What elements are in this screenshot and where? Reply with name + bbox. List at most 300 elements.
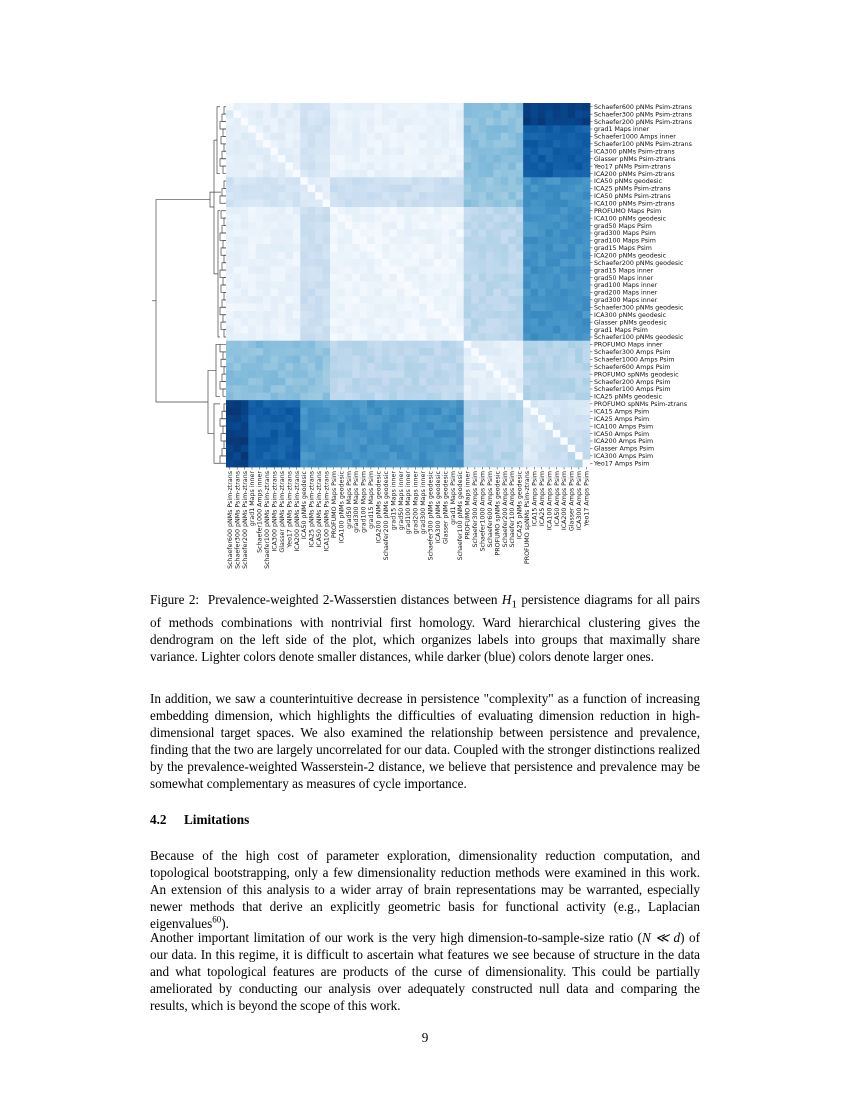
heatmap-cell [263,177,271,185]
heatmap-cell [560,430,568,438]
heatmap-cell [553,266,561,274]
heatmap-cell [375,400,383,408]
heatmap-cell [412,393,420,401]
heatmap-cell [278,393,286,401]
heatmap-cell [330,341,338,349]
heatmap-cell [575,229,583,237]
heatmap-cell [345,422,353,430]
heatmap-cell [508,110,516,118]
heatmap-cell [538,244,546,252]
heatmap-cell [375,118,383,126]
heatmap-cell [241,237,249,245]
heatmap-cell [412,311,420,319]
heatmap-cell [479,460,487,468]
heatmap-cell [226,311,234,319]
heatmap-cell [248,408,256,416]
dendrogram-link [224,144,226,151]
heatmap-cell [337,385,345,393]
heatmap-cell [479,452,487,460]
heatmap-cell [508,415,516,423]
heatmap-cell [256,408,264,416]
dendrogram-link [222,226,226,233]
heatmap-cell [330,311,338,319]
heatmap-cell [397,177,405,185]
heatmap-cell [360,348,368,356]
heatmap-cell [441,244,449,252]
heatmap-cell [501,356,509,364]
heatmap-cell [427,311,435,319]
heatmap-cell [538,393,546,401]
heatmap-cell [382,356,390,364]
heatmap-cell [545,370,553,378]
heatmap-cell [382,185,390,193]
heatmap-cell [568,318,576,326]
heatmap-cell [367,378,375,386]
heatmap-cell [531,415,539,423]
heatmap-cell [516,378,524,386]
heatmap-cell [382,296,390,304]
heatmap-cell [404,385,412,393]
heatmap-cell [345,408,353,416]
heatmap-cell [308,348,316,356]
col-label: PROFUMO Maps Psim [330,471,338,539]
heatmap-cell [375,125,383,133]
heatmap-cell [352,103,360,111]
heatmap-cell [382,422,390,430]
heatmap-cell [397,214,405,222]
heatmap-cell [293,244,301,252]
heatmap-cell [523,133,531,141]
heatmap-cell [568,162,576,170]
dendrogram-link [224,404,226,411]
heatmap-cell [315,140,323,148]
heatmap-cell [531,185,539,193]
heatmap-cell [545,229,553,237]
heatmap-cell [323,266,331,274]
heatmap-cell [241,200,249,208]
heatmap-cell [241,437,249,445]
heatmap-cell [233,437,241,445]
heatmap-cell [226,222,234,230]
heatmap-cell [583,110,591,118]
heatmap-cell [285,162,293,170]
heatmap-cell [516,422,524,430]
heatmap-cell [345,274,353,282]
heatmap-cell [360,229,368,237]
heatmap-cell [456,400,464,408]
heatmap-cell [375,214,383,222]
heatmap-cell [300,103,308,111]
heatmap-cell [278,408,286,416]
heatmap-cell [278,452,286,460]
heatmap-cell [516,274,524,282]
heatmap-cell [241,222,249,230]
heatmap-cell [315,400,323,408]
heatmap-cell [456,393,464,401]
heatmap-cell [575,170,583,178]
heatmap-cell [560,103,568,111]
heatmap-cell [441,185,449,193]
heatmap-cell [486,400,494,408]
heatmap-cell [285,385,293,393]
heatmap-cell [248,289,256,297]
heatmap-cell [456,341,464,349]
heatmap-cell [278,445,286,453]
heatmap-cell [375,422,383,430]
heatmap-cell [263,356,271,364]
heatmap-cell [456,162,464,170]
heatmap-cell [375,393,383,401]
heatmap-cell [501,370,509,378]
heatmap-cell [441,333,449,341]
heatmap-cell [434,422,442,430]
heatmap-cell [263,125,271,133]
heatmap-cell [397,118,405,126]
heatmap-cell [271,214,279,222]
dendrogram-link [220,419,226,426]
heatmap-cell [323,229,331,237]
heatmap-cell [278,222,286,230]
heatmap-cell [226,445,234,453]
heatmap-cell [352,177,360,185]
heatmap-cell [248,110,256,118]
heatmap-cell [256,333,264,341]
heatmap-cell [560,437,568,445]
heatmap-cell [397,378,405,386]
heatmap-cell [360,207,368,215]
heatmap-cell [583,200,591,208]
heatmap-cell [441,341,449,349]
heatmap-cell [337,422,345,430]
heatmap-cell [412,370,420,378]
heatmap-cell [531,177,539,185]
heatmap-cell [568,252,576,260]
heatmap-cell [285,266,293,274]
heatmap-cell [471,110,479,118]
heatmap-cell [226,103,234,111]
heatmap-cell [545,133,553,141]
heatmap-cell [367,148,375,156]
dendrogram-link [221,434,226,441]
heatmap-cell [501,296,509,304]
heatmap-cell [523,140,531,148]
heatmap-cell [434,378,442,386]
heatmap-cell [575,237,583,245]
heatmap-cell [367,110,375,118]
heatmap-cell [404,348,412,356]
heatmap-cell [508,185,516,193]
heatmap-cell [382,385,390,393]
heatmap-cell [315,274,323,282]
heatmap-cell [523,422,531,430]
heatmap-cell [226,200,234,208]
heatmap-cell [449,274,457,282]
heatmap-cell [397,318,405,326]
heatmap-cell [300,318,308,326]
heatmap-cell [449,452,457,460]
heatmap-cell [323,422,331,430]
heatmap-cell [271,207,279,215]
heatmap-cell [233,237,241,245]
heatmap-cell [337,274,345,282]
heatmap-cell [493,266,501,274]
heatmap-cell [545,333,553,341]
heatmap-cell [404,452,412,460]
heatmap-cell [471,259,479,267]
heatmap-cell [449,437,457,445]
heatmap-cell [441,281,449,289]
heatmap-cell [531,200,539,208]
heatmap-cell [427,289,435,297]
heatmap-cell [441,222,449,230]
heatmap-cell [575,162,583,170]
heatmap-cell [479,393,487,401]
heatmap-cell [360,274,368,282]
heatmap-cell [308,266,316,274]
row-label: grad1 Maps Psim [594,326,648,334]
heatmap-cell [226,259,234,267]
heatmap-cell [449,170,457,178]
heatmap-cell [285,155,293,163]
heatmap-cell [516,341,524,349]
heatmap-cell [278,140,286,148]
heatmap-cell [241,252,249,260]
heatmap-cell [486,214,494,222]
heatmap-cell [441,192,449,200]
heatmap-cell [315,333,323,341]
heatmap-cell [479,385,487,393]
heatmap-cell [545,110,553,118]
col-label: ICA25 Amps Psim [538,471,546,527]
heatmap-cell [538,125,546,133]
heatmap-cell [241,311,249,319]
heatmap-cell [412,348,420,356]
heatmap-cell [575,415,583,423]
heatmap-cell [501,222,509,230]
heatmap-cell [501,281,509,289]
heatmap-cell [479,170,487,178]
heatmap-cell [493,185,501,193]
heatmap-cell [523,400,531,408]
heatmap-cell [575,452,583,460]
heatmap-cell [241,192,249,200]
heatmap-cell [375,222,383,230]
heatmap-cell [293,318,301,326]
heatmap-cell [389,222,397,230]
heatmap-cell [464,155,472,163]
heatmap-cell [263,244,271,252]
heatmap-cell [449,378,457,386]
heatmap-cell [434,437,442,445]
heatmap-cell [389,326,397,334]
heatmap-cell [367,177,375,185]
heatmap-cell [523,452,531,460]
heatmap-cell [337,415,345,423]
heatmap-cell [486,266,494,274]
heatmap-cell [471,348,479,356]
heatmap-cell [308,326,316,334]
heatmap-cell [300,430,308,438]
heatmap-cell [583,207,591,215]
heatmap-cell [263,192,271,200]
heatmap-cell [352,445,360,453]
heatmap-cell [404,229,412,237]
heatmap-cell [538,430,546,438]
heatmap-cell [248,326,256,334]
col-label: Schaefer100 Amps Psim [509,471,517,548]
heatmap-cell [278,118,286,126]
heatmap-cell [375,177,383,185]
heatmap-cell [226,170,234,178]
heatmap-cell [367,430,375,438]
heatmap-cell [367,155,375,163]
heatmap-cell [553,311,561,319]
heatmap-cell [441,229,449,237]
paragraph-limitations-cost: Because of the high cost of parameter exploration, dimensionality reduction computation, and topological bootstrapping, only a few dimensionality reduction methods were examined in this work. An extension of this analysis to a wider array of brain representations may be warranted, especially newer methods that derive an explicitly geometric basis for functional activity (e.g., Laplacian eigenvalues$^{60}$). [150,848,700,931]
heatmap-cell [345,304,353,312]
heatmap-cell [315,311,323,319]
heatmap-cell [575,252,583,260]
heatmap-cell [583,400,591,408]
heatmap-cell [256,318,264,326]
heatmap-cell [256,393,264,401]
heatmap-cell [449,103,457,111]
heatmap-cell [516,266,524,274]
heatmap-cell [382,133,390,141]
heatmap-cell [375,133,383,141]
col-label: ICA100 pNMs Psim-ztrans [323,471,331,552]
heatmap-cell [352,333,360,341]
heatmap-cell [575,177,583,185]
heatmap-cell [397,133,405,141]
heatmap-cell [427,170,435,178]
heatmap-cell [449,289,457,297]
heatmap-cell [456,430,464,438]
heatmap-cell [226,237,234,245]
heatmap-cell [248,170,256,178]
row-label: Schaefer600 Amps Psim [594,363,671,371]
heatmap-cell [233,133,241,141]
row-label: ICA50 pNMs geodesic [594,178,663,186]
heatmap-cell [375,110,383,118]
heatmap-cell [456,222,464,230]
heatmap-cell [486,259,494,267]
heatmap-cell [486,356,494,364]
heatmap-cell [256,229,264,237]
heatmap-cell [337,281,345,289]
heatmap-cell [323,341,331,349]
heatmap-cell [367,229,375,237]
heatmap-cell [278,133,286,141]
heatmap-cell [226,244,234,252]
heatmap-cell [508,125,516,133]
row-label: grad50 Maps Psim [594,222,652,230]
heatmap-cell [300,148,308,156]
heatmap-cell [315,200,323,208]
heatmap-cell [367,252,375,260]
heatmap-cell [583,170,591,178]
heatmap-cell [367,289,375,297]
heatmap-cell [389,296,397,304]
heatmap-cell [441,445,449,453]
heatmap-cell [375,207,383,215]
heatmap-cell [493,370,501,378]
heatmap-cell [553,103,561,111]
heatmap-cell [508,148,516,156]
heatmap-cell [300,363,308,371]
heatmap-cell [256,452,264,460]
heatmap-cell [337,170,345,178]
heatmap-cell [516,148,524,156]
row-label: Glasser pNMs geodesic [594,319,668,327]
heatmap-cell [293,370,301,378]
heatmap-cell [323,118,331,126]
heatmap-cell [300,229,308,237]
heatmap-cell [434,452,442,460]
heatmap-cell [382,229,390,237]
heatmap-cell [508,222,516,230]
heatmap-cell [300,133,308,141]
heatmap-cell [560,400,568,408]
heatmap-cell [545,415,553,423]
heatmap-cell [471,148,479,156]
heatmap-cell [531,408,539,416]
heatmap-cell [263,274,271,282]
heatmap-cell [308,200,316,208]
heatmap-cell [233,214,241,222]
heatmap-cell [285,415,293,423]
heatmap-cell [360,437,368,445]
heatmap-cell [233,274,241,282]
heatmap-cell [553,133,561,141]
heatmap-cell [493,222,501,230]
heatmap-cell [538,192,546,200]
heatmap-cell [389,385,397,393]
heatmap-cell [516,252,524,260]
heatmap-cell [375,415,383,423]
heatmap-cell [278,207,286,215]
heatmap-cell [278,148,286,156]
heatmap-cell [464,370,472,378]
heatmap-cell [382,430,390,438]
col-label: PROFUMO spNMs geodesic [494,471,502,556]
heatmap-cell [427,341,435,349]
heatmap-cell [568,185,576,193]
heatmap-cell [508,318,516,326]
heatmap-cell [464,133,472,141]
heatmap-cell [560,460,568,468]
heatmap-cell [538,118,546,126]
heatmap-cell [523,155,531,163]
heatmap-cell [471,103,479,111]
heatmap-cell [412,244,420,252]
heatmap-cell [382,207,390,215]
heatmap-cell [308,378,316,386]
heatmap-cell [337,192,345,200]
heatmap-cell [278,103,286,111]
heatmap-cell [226,370,234,378]
heatmap-cell [330,460,338,468]
heatmap-cell [382,148,390,156]
heatmap-cell [412,341,420,349]
heatmap-cell [397,348,405,356]
heatmap-cell [456,333,464,341]
heatmap-cell [493,237,501,245]
heatmap-cell [241,229,249,237]
heatmap-cell [523,266,531,274]
heatmap-cell [508,214,516,222]
heatmap-cell [271,274,279,282]
